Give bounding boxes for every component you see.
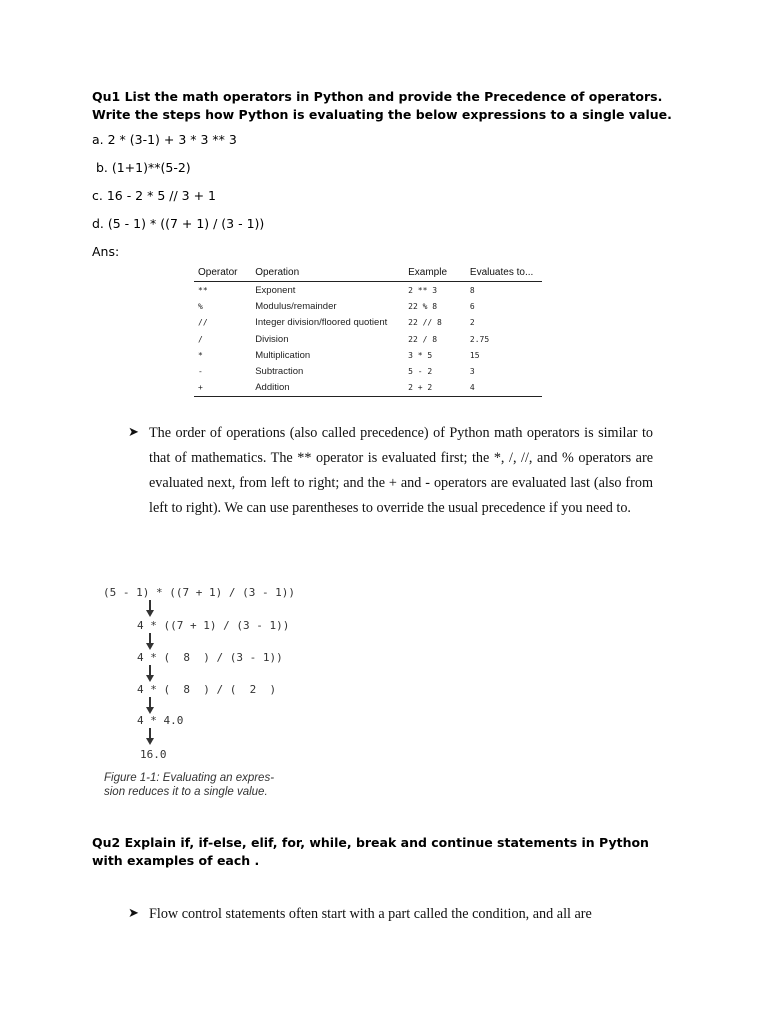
cell-example: 2 ** 3 [408, 285, 438, 295]
cell-result: 2 [469, 318, 475, 328]
cell-operator: * [198, 350, 203, 360]
figure-step-2: 4 * ((7 + 1) / (3 - 1)) [137, 619, 290, 632]
header-example: Example [404, 264, 466, 282]
question-2-title: Qu2 Explain if, if-else, elif, for, while, break and continue statements in Python with examples of each . [92, 835, 649, 868]
cell-operator: + [194, 380, 251, 397]
cell-example: 2 + 2 [404, 380, 466, 397]
cell-result: 2.75 [469, 334, 490, 344]
cell-operation: Integer division/floored quotient [255, 317, 388, 329]
cell-operation: Addition [251, 380, 404, 397]
cell-result: 4 [466, 380, 542, 397]
cell-operation: Multiplication [255, 349, 311, 361]
down-arrow-icon [145, 633, 155, 651]
question-1-title: Qu1 List the math operators in Python and provide the Precedence of operators. Write the steps how Python is evaluating the below expressions to a single value. [92, 89, 672, 122]
table-row [194, 298, 542, 314]
caption-line-2: sion reduces it to a single value. [104, 786, 268, 798]
arrow-bullet-icon: ➤ [128, 425, 139, 440]
cell-example: 22 / 8 [408, 334, 438, 344]
cell-result: 6 [469, 301, 475, 311]
caption-line-1: Figure 1-1: Evaluating an expres- [104, 772, 275, 784]
down-arrow-icon [145, 600, 155, 618]
table-row [194, 347, 542, 363]
answer-label: Ans: [92, 244, 120, 259]
expression-b: b. (1+1)**(5-2) [92, 160, 191, 175]
table-row [194, 315, 542, 331]
flow-control-text: Flow control statements often start with a part called the condition, and all are [149, 906, 592, 922]
figure-caption [104, 771, 324, 799]
header-evaluates-to: Evaluates to... [466, 264, 542, 282]
cell-operation: Modulus/remainder [255, 300, 337, 312]
figure-step-4: 4 * ( 8 ) / ( 2 ) [137, 683, 277, 696]
figure-step-5: 4 * 4.0 [137, 714, 184, 727]
cell-result: 8 [469, 285, 475, 295]
arrow-bullet-icon: ➤ [128, 906, 139, 921]
cell-example: 22 // 8 [408, 318, 442, 328]
cell-operation: Division [255, 333, 289, 345]
figure-step-1: (5 - 1) * ((7 + 1) / (3 - 1)) [103, 586, 296, 599]
table-row [194, 380, 542, 397]
cell-result: 3 [469, 367, 475, 377]
cell-operator: // [198, 318, 208, 328]
cell-operation: Exponent [255, 284, 296, 296]
table-row [194, 331, 542, 347]
figure-step-3: 4 * ( 8 ) / (3 - 1)) [137, 651, 283, 664]
expression-d: d. (5 - 1) * ((7 + 1) / (3 - 1)) [92, 216, 265, 231]
cell-operator: ** [198, 285, 208, 295]
cell-operation: Subtraction [255, 366, 304, 378]
operator-table [194, 264, 542, 397]
cell-example: 3 * 5 [408, 350, 433, 360]
cell-operator: % [198, 301, 203, 311]
down-arrow-icon [145, 728, 155, 746]
table-row [194, 363, 542, 379]
precedence-bullet [128, 421, 653, 521]
expression-c: c. 16 - 2 * 5 // 3 + 1 [92, 188, 216, 203]
down-arrow-icon [145, 697, 155, 715]
cell-operator: - [198, 367, 203, 377]
table-row [194, 282, 542, 299]
cell-result: 15 [469, 350, 480, 360]
header-operator: Operator [194, 264, 251, 282]
expression-a: a. 2 * (3-1) + 3 * 3 ** 3 [92, 132, 237, 147]
down-arrow-icon [145, 665, 155, 683]
header-operation: Operation [251, 264, 404, 282]
cell-example: 22 % 8 [408, 301, 438, 311]
table-header-row [194, 264, 542, 282]
precedence-text: The order of operations (also called precedence) of Python math operators is similar to that of mathematics. The ** operator is evaluated first; the *, /, //, and % operators are evaluated next, from left to right; and the + and - operators are evaluated last (also from left to right). We can use parentheses to override the usual precedence if you need to. [149, 425, 653, 516]
figure-step-6: 16.0 [140, 748, 167, 761]
cell-example: 5 - 2 [408, 367, 433, 377]
flow-control-bullet [128, 902, 653, 927]
cell-operator: / [198, 334, 203, 344]
